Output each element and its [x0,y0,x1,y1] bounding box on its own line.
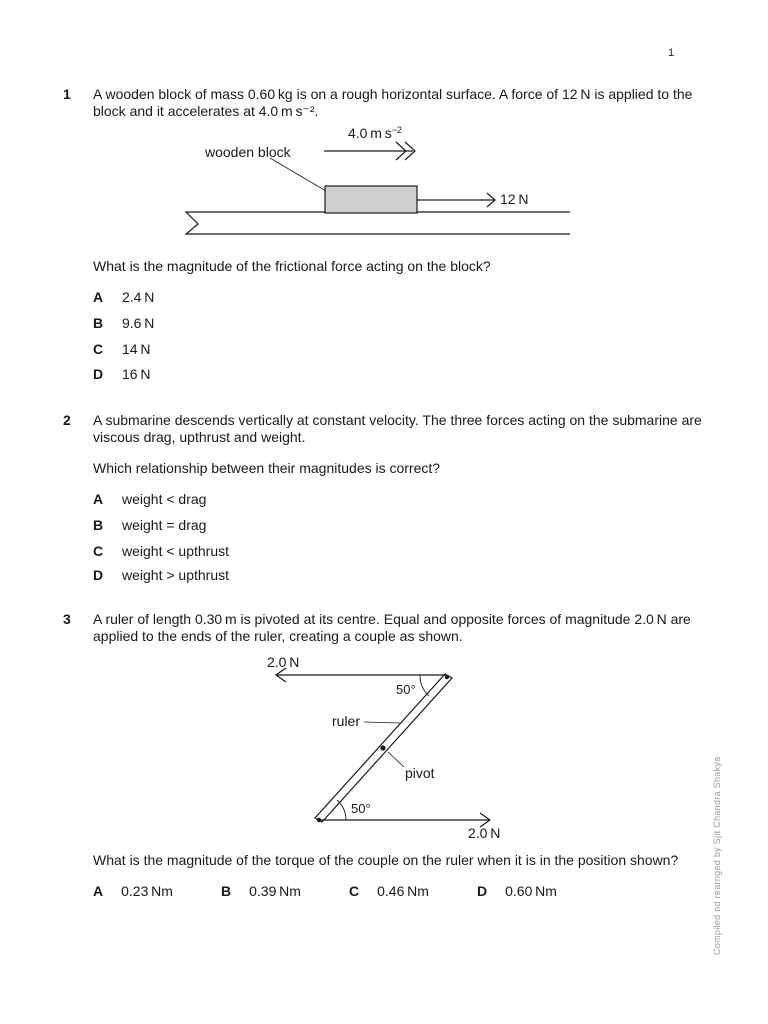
option-value: weight > upthrust [122,567,230,583]
option-letter: D [93,567,104,583]
option-value: 2.4 N [122,289,155,305]
question-2-prompt: Which relationship between their magnitudes is correct? [93,460,441,476]
question-1-diagram [170,118,570,240]
question-3-diagram [250,650,510,845]
option-letter: C [93,543,104,559]
option-value: 14 N [122,341,151,357]
top-angle-label: 50° [396,682,416,697]
ruler-label: ruler [332,713,361,729]
option-value: 0.60 Nm [505,883,557,899]
applied-force-label: 12 N [500,191,529,207]
question-1-text: A wooden block of mass 0.60 kg is on a rough horizontal surface. A force of 12 N is applied to the block and it accelerates at 4.0 m s⁻². [93,86,693,119]
pivot-leader-line [388,752,404,767]
rough-surface [186,212,570,234]
question-3-option-a [93,883,173,899]
ruler-leader-line [364,722,400,723]
option-letter: C [349,883,360,899]
question-3-number: 3 [63,611,71,627]
option-value: 0.23 Nm [121,883,173,899]
watermark-text: Compiled nd rearnged by Sjit Chandra Shakya [712,756,722,955]
pivot-point [380,745,385,750]
option-letter: C [93,341,104,357]
option-letter: B [93,315,104,331]
option-value: 16 N [122,366,151,382]
top-force-label: 2.0 N [267,654,300,670]
bottom-angle-label: 50° [351,801,371,816]
question-3-option-b [221,883,301,899]
option-letter: D [477,883,488,899]
question-2-text: A submarine descends vertically at constant velocity. The three forces acting on the submarine are viscous drag, upthrust and weight. [93,412,702,445]
option-value: 0.39 Nm [249,883,301,899]
question-3-option-d [477,883,557,899]
pivot-label: pivot [405,765,435,781]
option-value: weight = drag [122,517,207,533]
option-letter: D [93,366,104,382]
option-letter: A [93,883,104,899]
question-2-number: 2 [63,412,71,428]
option-letter: B [93,517,104,533]
option-value: 9.6 N [122,315,155,331]
option-value: weight < upthrust [122,543,230,559]
wooden-block [325,186,417,213]
question-1-prompt: What is the magnitude of the frictional force acting on the block? [93,258,491,274]
question-1-number: 1 [63,86,71,102]
block-leader-line [270,158,326,191]
question-3-option-c [349,883,429,899]
option-value: 0.46 Nm [377,883,429,899]
wooden-block-label: wooden block [205,144,291,160]
option-value: weight < drag [122,491,207,507]
question-3-text: A ruler of length 0.30 m is pivoted at its centre. Equal and opposite forces of magnitude 2.0 N are applied to the ends of the ruler, creating a couple as shown. [93,611,691,644]
page-number: 1 [668,47,675,59]
option-letter: A [93,491,104,507]
option-letter: A [93,289,104,305]
option-letter: B [221,883,232,899]
bottom-force-label: 2.0 N [468,825,501,841]
question-3-prompt: What is the magnitude of the torque of the couple on the ruler when it is in the position shown? [93,852,679,868]
acceleration-label: 4.0 m $s^{-2}$ [348,125,402,141]
